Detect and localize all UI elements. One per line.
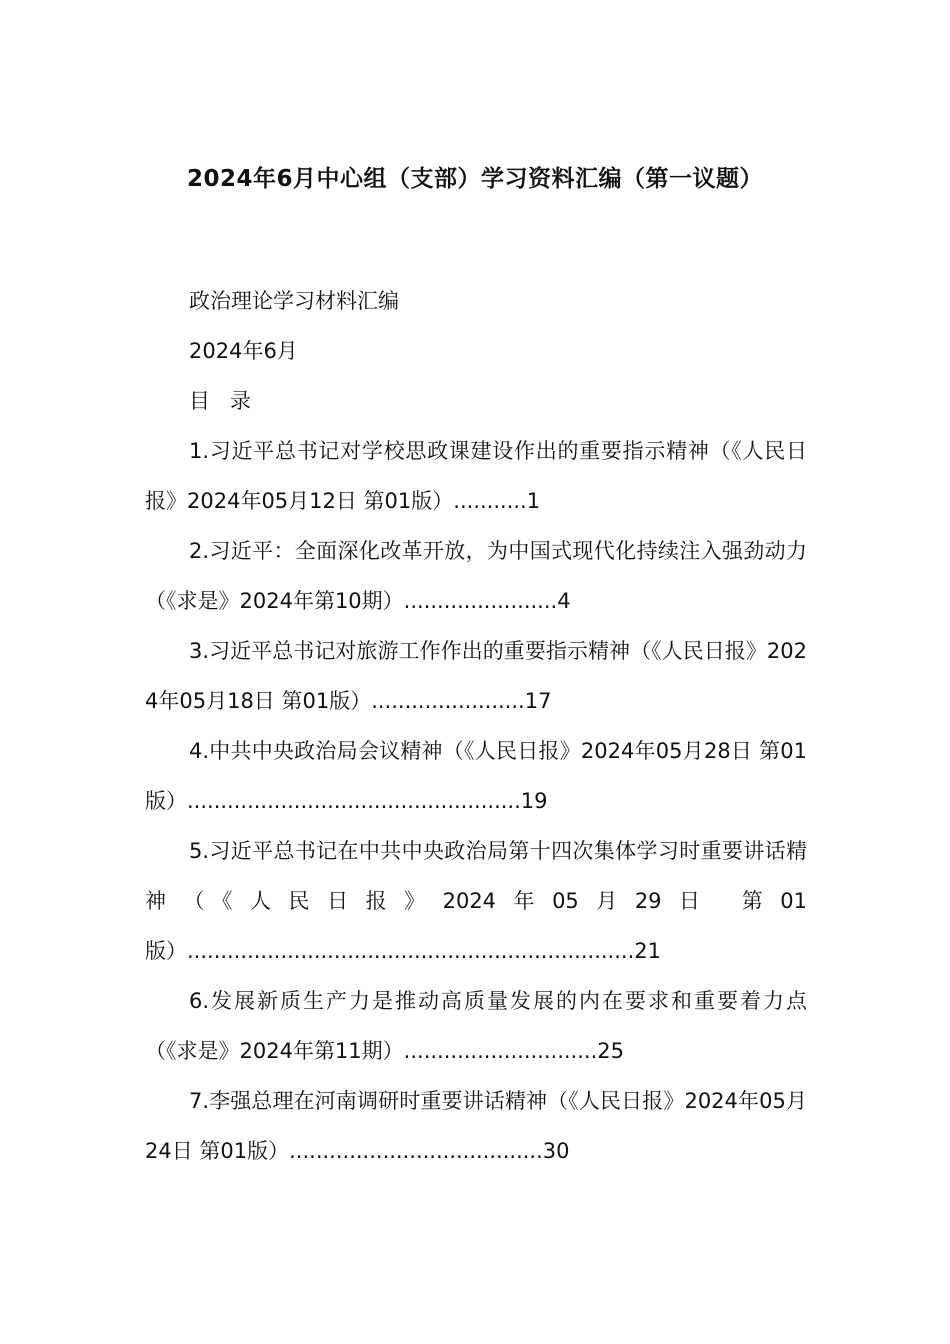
toc-entry-title: 3.习近平总书记对旅游工作作出的重要指示精神（《人民日报》2024年05月18日 第01版） bbox=[145, 639, 807, 713]
toc-entry-page: 17 bbox=[524, 689, 552, 713]
toc-entry[interactable] bbox=[145, 726, 807, 826]
document-body bbox=[145, 276, 807, 1176]
toc-heading bbox=[145, 376, 807, 426]
toc-entry-page: 19 bbox=[520, 789, 548, 813]
toc-entry-title: 7.李强总理在河南调研时重要讲话精神（《人民日报》2024年05月24日 第01版） bbox=[145, 1089, 807, 1163]
toc-entry[interactable] bbox=[145, 626, 807, 726]
toc-entry-page: 1 bbox=[526, 489, 541, 513]
toc-entry-page: 4 bbox=[557, 589, 571, 613]
toc-entry-leader: ...................................... bbox=[289, 1139, 543, 1163]
toc-entry-title: 2.习近平：全面深化改革开放，为中国式现代化持续注入强劲动力（《求是》2024年第10期） bbox=[145, 539, 807, 613]
toc-entry-title: 1.习近平总书记对学校思政课建设作出的重要指示精神（《人民日报》2024年05月12日 第01版） bbox=[145, 439, 807, 513]
toc-entry-leader: ....................... bbox=[403, 589, 558, 613]
toc-entry[interactable] bbox=[145, 426, 807, 526]
subtitle: 政治理论学习材料汇编 bbox=[189, 289, 399, 313]
toc-entry-leader: ............................. bbox=[403, 1039, 598, 1063]
toc-entry-leader: ........... bbox=[453, 489, 527, 513]
toc-entry-page: 30 bbox=[542, 1139, 570, 1163]
toc-entry-title: 4.中共中央政治局会议精神（《人民日报》2024年05月28日 第01版） bbox=[145, 739, 807, 813]
toc-entry[interactable] bbox=[145, 526, 807, 626]
document-title: 2024年6月中心组（支部）学习资料汇编（第一议题） bbox=[186, 166, 764, 192]
toc-heading-char-2: 录 bbox=[230, 389, 251, 413]
toc-entry-title: 6.发展新质生产力是推动高质量发展的内在要求和重要着力点（《求是》2024年第11期） bbox=[145, 989, 807, 1063]
toc-entry[interactable] bbox=[145, 826, 807, 976]
toc-entry-page: 21 bbox=[634, 939, 661, 963]
toc-entry-leader: ................................................................... bbox=[187, 939, 635, 963]
toc-entry-leader: ....................... bbox=[371, 689, 525, 713]
toc-entry-title: 5.习近平总书记在中共中央政治局第十四次集体学习时重要讲话精神（《人民日报》2024年05月29日 第01版） bbox=[145, 839, 807, 963]
toc-entry[interactable] bbox=[145, 976, 807, 1076]
toc-entry-page: 25 bbox=[597, 1039, 624, 1063]
toc-heading-char-1: 目 bbox=[189, 389, 210, 413]
date-line: 2024年6月 bbox=[189, 339, 298, 363]
toc-entry[interactable] bbox=[145, 1076, 807, 1176]
toc-entry-leader: .................................................. bbox=[187, 789, 521, 813]
